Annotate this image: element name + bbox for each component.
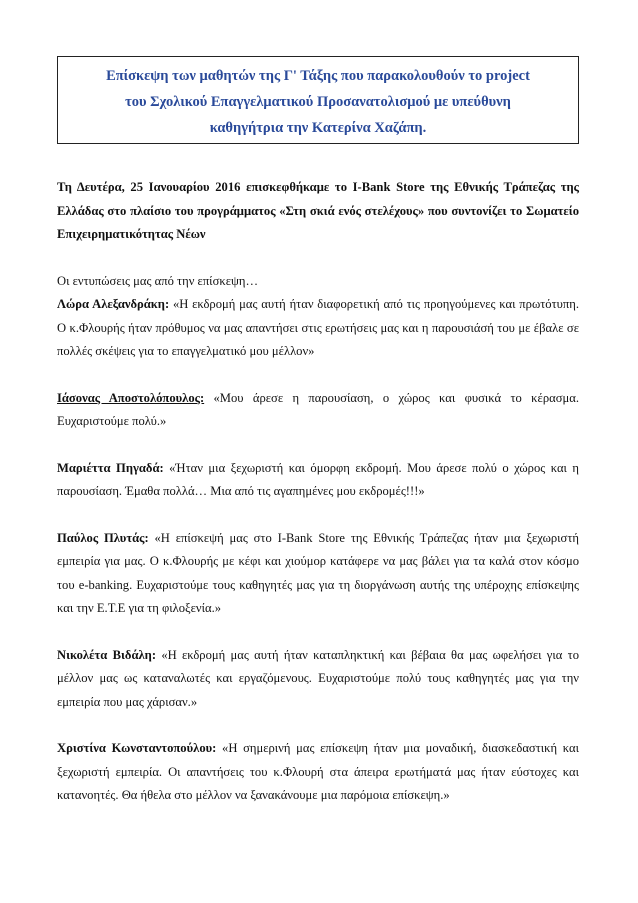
testimonial [57, 387, 579, 434]
testimonial [57, 457, 579, 504]
testimonial-text: «Μου άρεσε η παρουσίαση, ο χώρος και φυσικά το κέρασμα. Ευχαριστούμε πολύ.» [57, 390, 579, 428]
testimonial [57, 737, 579, 808]
title-line-3: καθηγήτρια την Κατερίνα Χαζάπη. [209, 120, 427, 136]
testimonial-author: Χριστίνα Κωνσταντοπούλου: [57, 741, 217, 755]
intro-paragraph: Τη Δευτέρα, 25 Ιανουαρίου 2016 επισκεφθήκαμε το I-Bank Store της Εθνικής Τράπεζας της Ελλάδας στο πλαίσιο του προγράμματος «Στη σκιά ενός στελέχους» που συντονίζει το Σωματείο Επιχειρηματικότητας Νέων [57, 180, 579, 241]
testimonial-text: «Ήταν μια ξεχωριστή και όμορφη εκδρομή. Μου άρεσε πολύ ο χώρος και η παρουσίαση. Έμαθα πολλά… Μια από τις αγαπημένες μου εκδρομές!!!» [57, 460, 579, 498]
title-line-1: Επίσκεψη των μαθητών της Γ' Τάξης που παρακολουθούν το project [106, 68, 530, 84]
testimonial-author: Μαριέττα Πηγαδά: [57, 460, 164, 475]
testimonial-text: «Η σημερινή μας επίσκεψη ήταν μια μοναδική, διασκεδαστική και ξεχωριστή εμπειρία. Οι απαντήσεις του κ.Φλουρή στα άπειρα ερωτήματά μας ήταν εύστοχες και κατανοητές. Θα ήθελα στο μέλλον να ξανακάνουμε μια παρόμοια επίσκεψη.» [57, 741, 579, 802]
testimonial [57, 293, 579, 364]
testimonial [57, 644, 579, 715]
testimonial-text: «Η εκδρομή μας αυτή ήταν καταπληκτική και βέβαια θα μας ωφελήσει για το μέλλον μας ως καταναλωτές και εργαζόμενους. Ευχαριστούμε πολύ τους καθηγητές μας για την εμπειρία που μας χάρισαν.» [57, 647, 579, 709]
testimonial-author: Νικολέτα Βιδάλη: [57, 647, 157, 662]
title-line-2: του Σχολικού Επαγγελματικού Προσανατολισμού με υπεύθυνη [125, 94, 511, 110]
testimonial-author: Ιάσονας Αποστολόπουλος: [57, 390, 205, 405]
impressions-heading: Οι εντυπώσεις μας από την επίσκεψη… [57, 273, 259, 288]
testimonial-text: «Η εκδρομή μας αυτή ήταν διαφορετική από τις προηγούμενες και πρωτότυπη. Ο κ.Φλουρής ήταν πρόθυμος να μας απαντήσει στις ερωτήσεις μας και η παρουσιάσή του με έβαλε σε πολλές σκέψεις για το επαγγελματικό μου μέλλον» [57, 297, 579, 358]
document-body [57, 176, 579, 808]
testimonial-author: Λώρα Αλεξανδράκη: [57, 297, 170, 311]
testimonial-author: Παύλος Πλυτάς: [57, 530, 149, 545]
title-box [57, 56, 579, 144]
testimonial [57, 527, 579, 621]
testimonial-text: «Η επίσκεψή μας στο I-Bank Store της Εθνικής Τράπεζας ήταν μια ξεχωριστή εμπειρία για μας. Ο κ.Φλουρής με κέφι και χιούμορ κατάφερε να μας βάλει για τα καλά στον κόσμο του e-banking. Ευχαριστούμε τους καθηγητές μας για τη διοργάνωση αυτής της υπέροχης επίσκεψης και την Ε.Τ.Ε για τη φιλοξενία.» [57, 530, 579, 615]
